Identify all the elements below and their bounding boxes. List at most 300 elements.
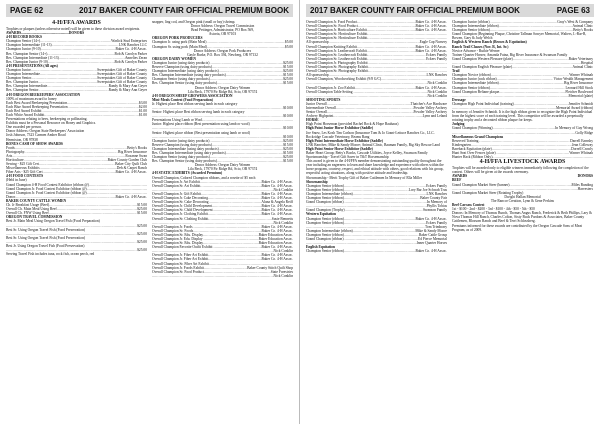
- award-donor: Baker County Stitch Quilt Shop: [247, 265, 293, 270]
- body-text: Serving Travel Fish includes tuna, rock fish, ocean perch, red: [6, 252, 95, 257]
- award-title: Grand Champion (Trophy): [306, 208, 345, 213]
- award-donor: Sweepstakes Gift of Baker County: [97, 72, 147, 77]
- award-title: Arts: [6, 153, 13, 158]
- body-text: 100% of maximum award to honey: [6, 96, 57, 101]
- award-title: Res. Champion Senior: [6, 88, 39, 93]
- section-heading: English Equitation: [306, 245, 335, 250]
- section-heading: High Point Senior Horse Exhibitor (Saddle): [306, 146, 373, 151]
- section-title: 4-H/FFA LIVESTOCK AWARDS: [479, 159, 566, 166]
- award-title: Overall Champion Jr. Art Exhibit: [152, 179, 200, 184]
- award-donor: Jean Colleway: [571, 142, 593, 147]
- award-title: Overall Champion Jr. Horticulture Exhibit: [306, 28, 367, 33]
- award-donor: Baker Co. 4-H Assoc.: [261, 228, 293, 233]
- award-title: Overall Champion Jr. Food Product: [306, 20, 358, 24]
- award-donor: Baker Co. 4-H Assoc.: [261, 183, 293, 188]
- award-donor: $3.00: [138, 100, 147, 105]
- award-donor: $25.00: [283, 146, 293, 151]
- award-donor: Animal Clinic: [572, 65, 593, 70]
- section-heading: OREGON DAIRY WOMEN: [152, 56, 196, 61]
- award-donor: Nick Conklin: [427, 93, 447, 98]
- body-text: Baker Heart Group; Betty's Books, Cascade Utilities, Joyce Kelley, Swanson Family: [306, 151, 428, 155]
- award-title: Champion Intermediate (ribbon): [452, 24, 499, 29]
- section-heading: 4-H FOOD CONTESTS: [6, 174, 44, 179]
- page-header: [6, 4, 293, 17]
- body-text: Donor Address: Oregon Dairy Women: [194, 163, 251, 168]
- body-text: Overall Champion, Colored Champion ribbons, and a rosette of $5 each: [152, 175, 256, 180]
- book-title: 2017 BAKER COUNTY FAIR OFFICIAL PREMIUM BOOK: [310, 6, 520, 15]
- body-text: (Held in June): [6, 178, 27, 183]
- award-title: Grand Champion Western Pleasure (plate): [452, 56, 513, 61]
- section-heading: 4-H PRESENTATIONS (All ages): [6, 63, 58, 68]
- body-text: Grand Champion (Beginning Plaque, Christine Tallman Sawyer Memorial, Walters, L-Bar-R, Bowen, Gary & Judy Welch: [452, 32, 587, 41]
- award-title: Bareback Equitation (plate): [452, 146, 492, 151]
- body-text: Best Jr. Using Oregon Travel Fish (Food Preservation): [6, 243, 85, 248]
- dot-leader: [43, 170, 116, 174]
- award-donor: $5.00: [284, 44, 293, 49]
- award-title: Overall Champion Sr. Cake Decorating: [152, 200, 209, 205]
- award-title: Overall Champion Jr. Gift Exhibit: [152, 191, 202, 196]
- section-heading: OREGON TRAVEL COMMISSION: [6, 215, 63, 220]
- award-donor: Hospital: [580, 60, 593, 65]
- award-donor: $25.00: [283, 155, 293, 160]
- award-title: Overall Champion Jr. Fiber Art Exhibit: [152, 257, 209, 262]
- body-text: Jr. Highest place Best ribbon serving lamb in each category: [152, 101, 238, 106]
- award-donor: Baker Co. 4-H Assoc.: [415, 28, 447, 33]
- award-line: [152, 126, 293, 130]
- award-donor: Eckers Family: [426, 56, 447, 61]
- body-text: LNK Ranches; Mike & Sandy Moore; Animal Clinic, Bauman Family, Big Sky Rescue Land: [306, 142, 440, 147]
- award-title: Hunt Seat Over Fences (plate): [452, 151, 496, 155]
- award-title: Overall Champion Sr. Horticulture Exhibit: [306, 36, 368, 41]
- body-text: Sportsmanship - Travel Gift Saver in T&T Horsemanship: [306, 155, 389, 160]
- award-donor: $25.00: [283, 77, 293, 82]
- award-line: [452, 65, 593, 69]
- award-title: Res. Champion Senior (using dairy products): [152, 81, 218, 86]
- award-title: Reserved Training: [452, 138, 479, 143]
- award-donor: Darrell Earnsby: [570, 138, 593, 143]
- award-title: Reserve Champion (using dairy products): [152, 142, 213, 147]
- award-title: Champion Senior: [6, 76, 32, 81]
- award-title: Res. Champion Intermediate (11-13): [6, 55, 59, 60]
- award-title: Overall Champion Sr. Art Exhibit: [152, 183, 201, 188]
- award-title: Champion Jr. using pork (Main Meal): [152, 40, 207, 45]
- award-donor: Nick Conklin: [427, 89, 447, 94]
- column-right: [452, 20, 593, 253]
- award-donor: $15.00: [137, 211, 147, 216]
- award-donor: Eckers Family: [426, 183, 447, 188]
- section-heading: High Point Junior Horse Exhibitor (Saddle): [306, 126, 374, 131]
- award-title: Overall Champion Sr. Horticulture Exhibit: [306, 32, 368, 37]
- award-title: Kindergarten: [452, 142, 471, 147]
- body-text: Trophies or plaques (unless otherwise noted) will be given to these division award recipients.: [6, 27, 141, 31]
- award-donor: Baker Education Assoc.: [258, 241, 293, 246]
- award-title: Overall Champion Jr. Foods: [152, 224, 193, 229]
- column-left: [306, 20, 447, 253]
- award-donor: Mike & Sandy Moore: [415, 228, 447, 233]
- award-donor: Randy & Mary Ann Geyer: [108, 84, 147, 89]
- award-donor: LNK Ranches: [426, 73, 447, 78]
- award-title: Champion Junior (using dairy products): [152, 60, 210, 65]
- award-title: Grand Champion (ribbon): [306, 236, 344, 241]
- award-donor: $25.00: [137, 207, 147, 212]
- award-title: Grand Champion Beltane plaque: [452, 89, 500, 94]
- award-donor: Alana & Angela Reiff: [261, 200, 293, 205]
- award-title: Overall Champion Sr. Food Product: [152, 269, 204, 274]
- award-title: Overall Champion Sr. Foods: [152, 228, 194, 233]
- award-donor: Golly Ridge: [575, 130, 593, 135]
- award-donor: Warlick Stud Enterprises: [111, 39, 147, 44]
- award-donor: LNK Ranches: [426, 191, 447, 196]
- award-title: Ch. Jr Breakfast Usage (Beef): [6, 203, 50, 208]
- award-donor: Ed Pierce Memorial: [418, 236, 447, 241]
- column-left: [6, 20, 147, 278]
- body-text: Best Jr. Main Meal Using Oregon Travel Fish (Food Preparation): [6, 219, 100, 224]
- award-donor: Gray's West & Company: [557, 20, 593, 24]
- column-right: [152, 20, 293, 278]
- award-donor: $25.00: [283, 69, 293, 74]
- award-donor: Susie Bennetts: [271, 216, 293, 221]
- award-donor: Baker Co. 4-H Assoc.: [261, 257, 293, 262]
- section-heading: Ranch Trail Classes (Nov. R, Int. Sr.): [452, 44, 509, 49]
- award-title: Hunter Hack (Ribbon Only): [452, 155, 493, 160]
- body-text: Josh Johnson, 7323 Carmen Amber Road: [6, 133, 66, 138]
- award-title: Overall Ch. FNW Using Beef: [6, 211, 49, 216]
- body-text: Hermiston, OR 97838: [6, 137, 38, 142]
- body-text: In memory of Jennifer Schmidt. It is the high ribbon given to recognize the High Point Individual from the highest score of each training level. This competitor will be awarded a perpetually rotating trophy and a decorated ribbon plaque for keeps.: [452, 110, 593, 123]
- award-donor: Baker Veterinary: [568, 56, 593, 61]
- award-title: All sponsorship: [306, 40, 329, 45]
- award-donor: Lynn and Leland: [422, 114, 447, 119]
- award-donor: Sweepstakes Gift of Baker County: [97, 76, 147, 81]
- award-title: Overall Champion Jr. Cake Decorating: [152, 196, 208, 201]
- dot-leader: [152, 274, 274, 278]
- award-donor: Tom Trimbrary: [424, 224, 447, 229]
- body-text: Exhibits must be a Personal Resource on Honey and Graphics.: [6, 121, 97, 126]
- body-text: Lila Beck, 17970 Fir Ridge Rd, Scio, OR 97374: [187, 167, 258, 172]
- award-title: Champion Intermediate (11-13): [6, 43, 52, 48]
- award-donor: Baker Co. 4-H Assoc.: [415, 216, 447, 221]
- award-title: Overall Champion Sr. Leathercraft Exhibit: [306, 56, 368, 61]
- dot-leader: [217, 81, 283, 85]
- award-title: Champion Senior (ribbon): [306, 187, 344, 192]
- award-title: Fiber Arts - $25 Gift Cert: [6, 170, 43, 175]
- award-title: Overall Champion Sr. Edu. Display: [152, 241, 204, 246]
- award-donor: Baker Co. 4-H Assoc.: [261, 196, 293, 201]
- section-heading: Western Equitation: [306, 212, 337, 217]
- award-donor: Baker Cattle Group: [418, 232, 447, 237]
- award-title: Champion Senior (ribbon): [306, 183, 344, 188]
- award-title: Miscellaneous Exhibits: [6, 166, 40, 171]
- award-title: Overall Ch. Main Meal Using Beef: [6, 207, 57, 212]
- award-donor: State Forestries: [270, 269, 293, 274]
- award-title: Champion Senior (using dairy products): [152, 155, 210, 160]
- award-donor: Baker County Garden Club: [107, 158, 147, 162]
- award-donor: Powder Valley Archery: [413, 110, 447, 115]
- award-title: Reserve Champion (using dairy products): [152, 65, 213, 70]
- award-donor: Baker Co. 4-H Assoc.: [115, 170, 147, 175]
- award-donor: Baker Co. 4-H Assoc.: [415, 20, 447, 24]
- award-donor: Warner Whitnah: [569, 73, 593, 78]
- award-title: Champion Intermediate (using dairy products): [152, 146, 219, 151]
- section-heading: High Point Intermediate Horse Exhibitor (Saddle): [306, 138, 383, 143]
- award-title: Grand Champion Market Steer (banner): [452, 182, 510, 187]
- award-title: Each Best Award Beekeeping Presentation: [6, 100, 68, 105]
- body-text: Trophies will be awarded only to eligible winners immediately following the completion of the contest. Others will be given at the awards ceremony.: [452, 166, 589, 175]
- award-title: Senior Overall: [306, 110, 328, 115]
- award-donor: Lory Bar Joe Schwab Trus: [408, 187, 447, 192]
- body-text: Joe Snow, Les Kosh Tim Carlson (Insurance Tom & Jo Grant-Lettuce Ranches Co., LLC.: [306, 130, 435, 135]
- award-title: Res. Champion Senior (using dairy products): [152, 159, 218, 164]
- award-donor: $5.00: [284, 40, 293, 45]
- award-title: Champion Senior (ribbon): [306, 220, 344, 225]
- section-heading: Miscellaneous Grand Champions: [452, 134, 504, 139]
- award-donor: Nick Conklin: [273, 187, 293, 192]
- award-line: [306, 114, 447, 118]
- section-heading: OREGON PORK PRODUCERS: [152, 36, 203, 41]
- award-title: Donor: [6, 194, 16, 199]
- section-heading: 4-H OREGON SHEEP GROWERS ASSOCIATION: [152, 93, 233, 98]
- award-donor: Baker Co. 4-H Assoc.: [115, 194, 147, 199]
- award-title: Each Blue Award Beekeeping Presentation: [6, 104, 68, 109]
- award-title: Overall Champion Knitting Exhibit: [306, 44, 358, 49]
- award-title: Champion Senior (ribbon): [452, 28, 490, 33]
- section-heading: Dressage: [452, 97, 466, 102]
- award-title: Champion Junior: [6, 67, 31, 72]
- award-title: Champion Senior (ribbon): [306, 196, 344, 201]
- award-title: Champion Intermediate (ribbon): [306, 228, 353, 233]
- award-donor: $25.00: [137, 223, 147, 228]
- award-donor: Eagle Cap Nursery: [419, 40, 447, 45]
- award-donor: Baker Co. 4-H Assoc.: [261, 212, 293, 217]
- award-donor: Bob & Carolyn Parker: [114, 51, 147, 56]
- award-line: [152, 274, 293, 278]
- dot-leader: [452, 94, 569, 98]
- award-title: Overall Champion Favorite Outfit Exhibit: [152, 245, 213, 250]
- section-heading: 4-H OREGON BEEKEEPERS' ASSOCIATION: [6, 92, 81, 97]
- award-donor: $25.00: [137, 231, 147, 236]
- body-text: Donor Address: Oregon Pork Producers: [193, 48, 252, 53]
- award-donor: Nick Conklin: [273, 273, 293, 278]
- award-title: Champion Senior (ribbon): [452, 85, 490, 90]
- award-title: Intermediate Overall: [306, 105, 336, 110]
- section-heading: AWARDS.....................................................DONORS: [6, 31, 85, 36]
- award-donor: $15.00: [283, 142, 293, 147]
- award-title: Overall Champion Jr. Child Development: [152, 204, 212, 209]
- award-title: Champion Junior (ribbon): [452, 20, 490, 24]
- award-donor: Baker Education Assoc.: [258, 236, 293, 241]
- award-line: [6, 224, 147, 228]
- body-text: Gayle Burke, P.O. Box 394, Newberg, OR 97132: [187, 52, 258, 57]
- body-text: 1st - $100 - 2nd - $200 - 3rd - $100 - 4th - $50 - 5th - $50: [452, 207, 535, 212]
- award-donor: Baker Co. 4-H Assoc.: [261, 208, 293, 213]
- award-title: Overall Champion Sr. Leathercraft Exhibit: [306, 52, 368, 57]
- body-text: Senior: Highest place ribbon (Best presentation using lamb or wool): [152, 130, 251, 135]
- award-title: Champion Intermediate (using dairy products): [152, 69, 219, 74]
- section-heading: Judging: [452, 122, 465, 127]
- award-title: Overall Champion Sr. Clothing Exhibit: [152, 216, 209, 221]
- award-donor: Warner Whitnah: [569, 151, 593, 155]
- page-number: PAGE 62: [10, 6, 44, 15]
- award-donor: $15.00: [283, 151, 293, 155]
- award-donor: Memorial Award (ribbon): [556, 105, 593, 110]
- award-title: Champion Senior (using dairy products): [152, 77, 210, 82]
- award-title: Grand Champion (ribbon): [306, 200, 344, 205]
- award-donor: Eckers Family: [426, 220, 447, 225]
- section-heading: 4-H STATIC EXHIBITS (Awarded Premium): [152, 171, 223, 176]
- award-donor: Big River Insurance: [564, 81, 593, 86]
- award-donor: $15.00: [283, 73, 293, 78]
- award-donor: Annelies Zeran: [124, 55, 147, 60]
- award-donor: Nick Conklin: [273, 220, 293, 225]
- award-title: Overall Champion, Woodworking Exhibit (9/8 G/C): [306, 77, 382, 82]
- award-title: Overall Champion Jr. Fiber Art Exhibit: [152, 253, 209, 258]
- award-title: Champion Intermediate (ribbon): [452, 81, 499, 86]
- award-title: Res. Champion Junior: [6, 80, 39, 85]
- body-text: Best Sr. Using Oregon Travel Fish (Food Preservation): [6, 227, 86, 232]
- award-donor: Baker Co. 4-H Assoc.: [415, 249, 447, 254]
- body-text: Trainer Quarter Horses; Amanda Faina, Big River Insurance & Swanson Family: [452, 52, 568, 57]
- award-donor: $15.00: [137, 203, 147, 208]
- dot-leader: [152, 126, 283, 130]
- award-donor: Powder Valley Archery: [413, 105, 447, 110]
- page-header: [306, 4, 594, 17]
- award-title: Champion Junior (9-10): [6, 47, 41, 52]
- award-title: Grand Champion English Pleasure (plate): [452, 65, 513, 70]
- section-heading: 4-H RECORD BOOKS: [6, 35, 42, 40]
- award-title: Champion Intermediate (ribbon): [306, 191, 353, 196]
- award-donor: Deb & Carpet Ranch: [116, 166, 147, 171]
- body-text: Presentations relating to bees, beekeeping or pollinating.: [6, 117, 88, 122]
- body-text: Donor Address: Oregon State Beekeepers' Association: [6, 129, 85, 134]
- award-title: Champion Senior (ribbon): [306, 232, 344, 237]
- section-heading: Showmanship: [306, 179, 328, 184]
- body-text: snapper, ling cod, and Oregon pink (small or bay) shrimp.: [152, 20, 236, 24]
- award-title: Photography: [6, 149, 25, 154]
- body-text: Donor Address: Oregon Dairy Women: [194, 85, 251, 90]
- section-heading: English & Western Ranch (Brown & Equitation): [452, 40, 527, 45]
- award-donor: Baker City Quilt Club: [115, 162, 147, 167]
- award-line: [6, 88, 147, 92]
- award-title: Overall Champion Jr. Zoo Exhibit: [306, 85, 356, 90]
- dot-leader: [512, 65, 572, 69]
- body-text: Premiums informed for these awards are contributed by the Oregon Cascade Sons of Meat Program, as of 2009.: [452, 223, 583, 232]
- award-donor: Sweepstakes Gift of Baker County: [97, 67, 147, 72]
- award-donor: Sweepstakes Gift of Baker County: [97, 80, 147, 85]
- award-donor: $1.00: [138, 108, 147, 113]
- award-donor: Betty's Books: [573, 28, 593, 33]
- award-donor: $25.00: [137, 248, 147, 253]
- award-title: Grand Champion Jr. Food Contest Exhibitor (ribbon @): [6, 186, 87, 191]
- award-donor: Roxanne Swan: [125, 153, 147, 158]
- award-title: Champion Senior (ribbon): [306, 249, 344, 254]
- page-number: PAGE 63: [556, 6, 590, 15]
- body-text: Donors: In Memory of Thomas Bunch, Thomas Angus Ranch, Frederick & Beth Phillips, Lary & Nova Thomas Hill Ranch, Charles Colton, Sixty Buck Pardons & Associates, Baker County Cattlemen, Blossom Ranch and Beef & Terri Schlossberg.: [452, 211, 592, 224]
- award-title: All sponsorship: [306, 73, 329, 78]
- dot-leader: [344, 249, 416, 253]
- award-title: Champion Junior (using dairy products): [152, 138, 210, 143]
- body-text: Rockridge Cascade Veterinary, Reams Rang: [306, 134, 370, 139]
- award-title: Foods: [6, 145, 15, 150]
- award-title: Champion Intermediate: [6, 72, 41, 77]
- award-donor: $25.00: [283, 138, 293, 143]
- award-title: Champion Senior (ribbon): [306, 216, 344, 221]
- award-title: Junior Overall: [306, 101, 327, 106]
- award-donor: Baker Co. 4-H Assoc.: [115, 47, 147, 52]
- award-donor: $2.00: [138, 104, 147, 109]
- page-columns: [306, 20, 594, 253]
- dot-leader: [6, 224, 137, 228]
- dot-leader: [38, 88, 108, 92]
- award-title: Champion Sr. using pork (Main Meal): [152, 44, 208, 49]
- award-title: Overall Champion Jr. Photography Exhibit: [306, 60, 368, 65]
- award-donor: Baker Co. 4-H Assoc.: [261, 245, 293, 250]
- section-heading: HORSE: [306, 118, 319, 123]
- award-donor: $15.00: [283, 65, 293, 70]
- award-donor: Harvesters: [577, 186, 593, 191]
- award-donor: Baker Co. 4-H Assoc.: [261, 191, 293, 196]
- award-title: Res. Champion Intermediate (using dairy products): [152, 151, 226, 155]
- award-donor: $10.00: [283, 126, 293, 131]
- award-title: Each Red Award Exhibit: [6, 108, 42, 113]
- award-title: Presentations Using Lamb or Wool: [152, 118, 203, 123]
- body-text: Grand Champion Market Steer (Rotating Trophy): [452, 190, 524, 195]
- body-text: Best Sr. Using Oregon Travel Fish (Food Preservation): [6, 235, 86, 240]
- award-title: Overall Champion Sr. Food Product: [306, 24, 358, 29]
- award-donor: Eckers Family: [426, 52, 447, 57]
- award-title: Champion Senior (14+): [6, 39, 41, 44]
- award-donor: Miles Bunding: [571, 182, 593, 187]
- award-donor: Big River Insurance: [118, 149, 147, 154]
- award-donor: Baker Co. 4-H Assoc.: [261, 204, 293, 209]
- award-donor: Baker Co. 4-H Assoc.: [415, 48, 447, 53]
- award-title: Grand Champion 4-H Food Contest Exhibitor (ribbon @): [6, 182, 89, 187]
- award-donor: Randy & Mary Ann Geyer: [108, 88, 147, 93]
- award-title: Archery Highpoint: [306, 114, 334, 119]
- award-donor: Baker Co. 4-H Assoc.: [415, 85, 447, 90]
- body-text: Donor Address: Oregon Travel Commission: [190, 24, 255, 29]
- section-heading: BAKER COUNTY CATTLE WOMEN: [6, 198, 67, 203]
- section-title: 4-H/FFA AWARDS: [52, 20, 101, 26]
- award-donor: Baker Co. 4-H Assoc.: [415, 44, 447, 49]
- award-donor: $10.00: [283, 134, 293, 139]
- award-donor: Fletcher Boulevard: [565, 89, 593, 94]
- award-title: Res. Champion Junior (9-10): [6, 59, 48, 64]
- award-title: Overall Champion Sr. Fiber Art Exhibit: [152, 261, 209, 266]
- body-text: Junior: Highest place ribbon (Best presentation using lamb or wool): [152, 122, 250, 127]
- award-donor: Thatcher's Ace Hardware: [410, 101, 447, 106]
- award-title: Grand Champion (Winning): [452, 126, 493, 131]
- body-text: Dwight Hallan Memorial: [504, 194, 541, 199]
- award-title: Res. Champion Intermediate: [6, 84, 48, 89]
- award-donor: Nick Conklin: [273, 249, 293, 254]
- section-heading: Mini-Meals Contest (Food Preparation): [152, 97, 213, 102]
- award-donor: Memorial (plate): [568, 93, 593, 98]
- award-donor: $25.00: [137, 239, 147, 244]
- award-title: Overall Champion Jr. Foods Exhibit: [152, 265, 205, 270]
- awards-label: AWARDS: [452, 174, 468, 179]
- body-text: Lila Beck, 17970 Fir Ridge Rd, Scio, OR 97374: [187, 89, 258, 94]
- body-text: Novice Advance - Ruthie Werner: [452, 48, 500, 53]
- award-title: Res. Champion Intermediate (using dairy products): [152, 73, 226, 78]
- dot-leader: [345, 208, 423, 212]
- award-donor: Bob & Carolyn Parker: [114, 59, 147, 64]
- award-title: Overall Champion Sr. Photography Exhibit: [306, 65, 369, 70]
- award-title: Overall Champion Sr. Child Development: [152, 208, 213, 213]
- award-donor: Phyllis Tobias: [426, 204, 447, 209]
- award-donor: Jennifer Schmidt: [568, 101, 593, 106]
- award-title: Res. Champion Senior (14+): [6, 51, 48, 56]
- award-title: Horticulture: [6, 158, 24, 162]
